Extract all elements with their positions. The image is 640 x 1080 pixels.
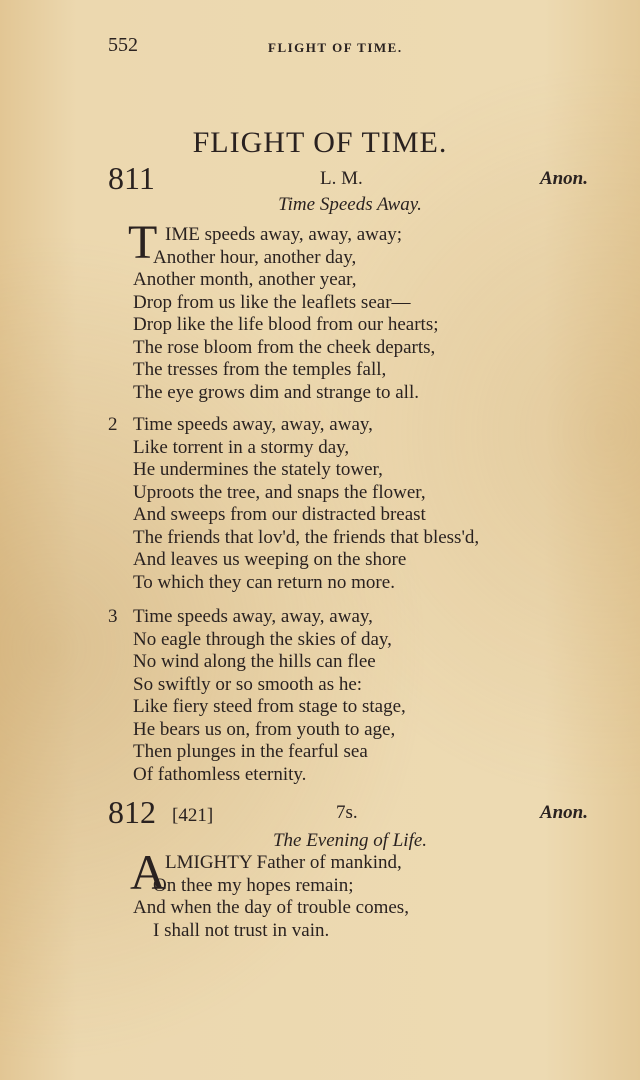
- hymn-subtitle: Time Speeds Away.: [278, 194, 422, 215]
- hymn-author: Anon.: [539, 802, 588, 823]
- verse-line: Of fathomless eternity.: [133, 763, 307, 785]
- verse-line: IME speeds away, away, away;: [165, 224, 403, 245]
- verse-line: Like torrent in a stormy day,: [133, 436, 350, 458]
- verse-line: The friends that lov'd, the friends that bless'd,: [133, 526, 480, 548]
- verse-line: The tresses from the temples fall,: [133, 359, 387, 380]
- verse-line: Uproots the tree, and snaps the flower,: [133, 481, 426, 503]
- hymn-812-header: [108, 794, 588, 830]
- hymn-subtitle: The Evening of Life.: [272, 830, 428, 851]
- verse-line: And leaves us weeping on the shore: [133, 549, 407, 570]
- drop-cap: T: [128, 216, 158, 269]
- verse-line: LMIGHTY Father of mankind,: [165, 852, 402, 873]
- hymn-ref: [421]: [172, 805, 214, 826]
- verse-line: On thee my hopes remain;: [153, 874, 354, 896]
- stanza-3: [108, 606, 588, 786]
- verse-line: Another hour, another day,: [153, 246, 357, 268]
- verse-line: Time speeds away, away, away,: [133, 414, 373, 435]
- verse-line: He undermines the stately tower,: [133, 459, 383, 480]
- drop-cap: A: [130, 844, 167, 900]
- verse-line: The eye grows dim and strange to all.: [133, 381, 419, 403]
- verse-line: Another month, another year,: [133, 269, 357, 290]
- stanza-number: 2: [108, 414, 118, 435]
- hymn-number: 811: [108, 160, 155, 196]
- verse-line: Drop from us like the leaflets sear—: [133, 291, 411, 313]
- verse-line: Drop like the life blood from our hearts;: [133, 314, 439, 335]
- verse-line: Then plunges in the fearful sea: [133, 741, 368, 762]
- stanza-1: [108, 852, 588, 942]
- hymn-meter: 7s.: [336, 802, 358, 823]
- verse-line: And sweeps from our distracted breast: [133, 504, 426, 525]
- verse-line: And when the day of trouble comes,: [133, 897, 409, 918]
- stanza-1: [108, 224, 588, 404]
- verse-line: I shall not trust in vain.: [153, 919, 330, 941]
- hymn-meter: L. M.: [320, 168, 363, 189]
- stanza-number: 3: [108, 606, 118, 627]
- running-head: [108, 34, 588, 58]
- page-number: 552: [108, 34, 138, 56]
- hymn-author: Anon.: [539, 168, 588, 189]
- verse-line: Like fiery steed from stage to stage,: [133, 696, 406, 717]
- verse-line: So swiftly or so smooth as he:: [133, 673, 363, 695]
- verse-line: The rose bloom from the cheek departs,: [133, 336, 436, 358]
- verse-line: Time speeds away, away, away,: [133, 606, 373, 627]
- verse-line: No eagle through the skies of day,: [133, 628, 392, 650]
- verse-line: He bears us on, from youth to age,: [133, 718, 396, 740]
- verse-line: No wind along the hills can flee: [133, 651, 376, 672]
- running-title: FLIGHT OF TIME.: [268, 40, 403, 55]
- hymn-number: 812: [108, 794, 156, 830]
- hymn-811-header: [108, 160, 588, 196]
- stanza-2: [108, 414, 588, 594]
- verse-line: To which they can return no more.: [133, 571, 395, 593]
- section-title: FLIGHT OF TIME.: [192, 126, 448, 159]
